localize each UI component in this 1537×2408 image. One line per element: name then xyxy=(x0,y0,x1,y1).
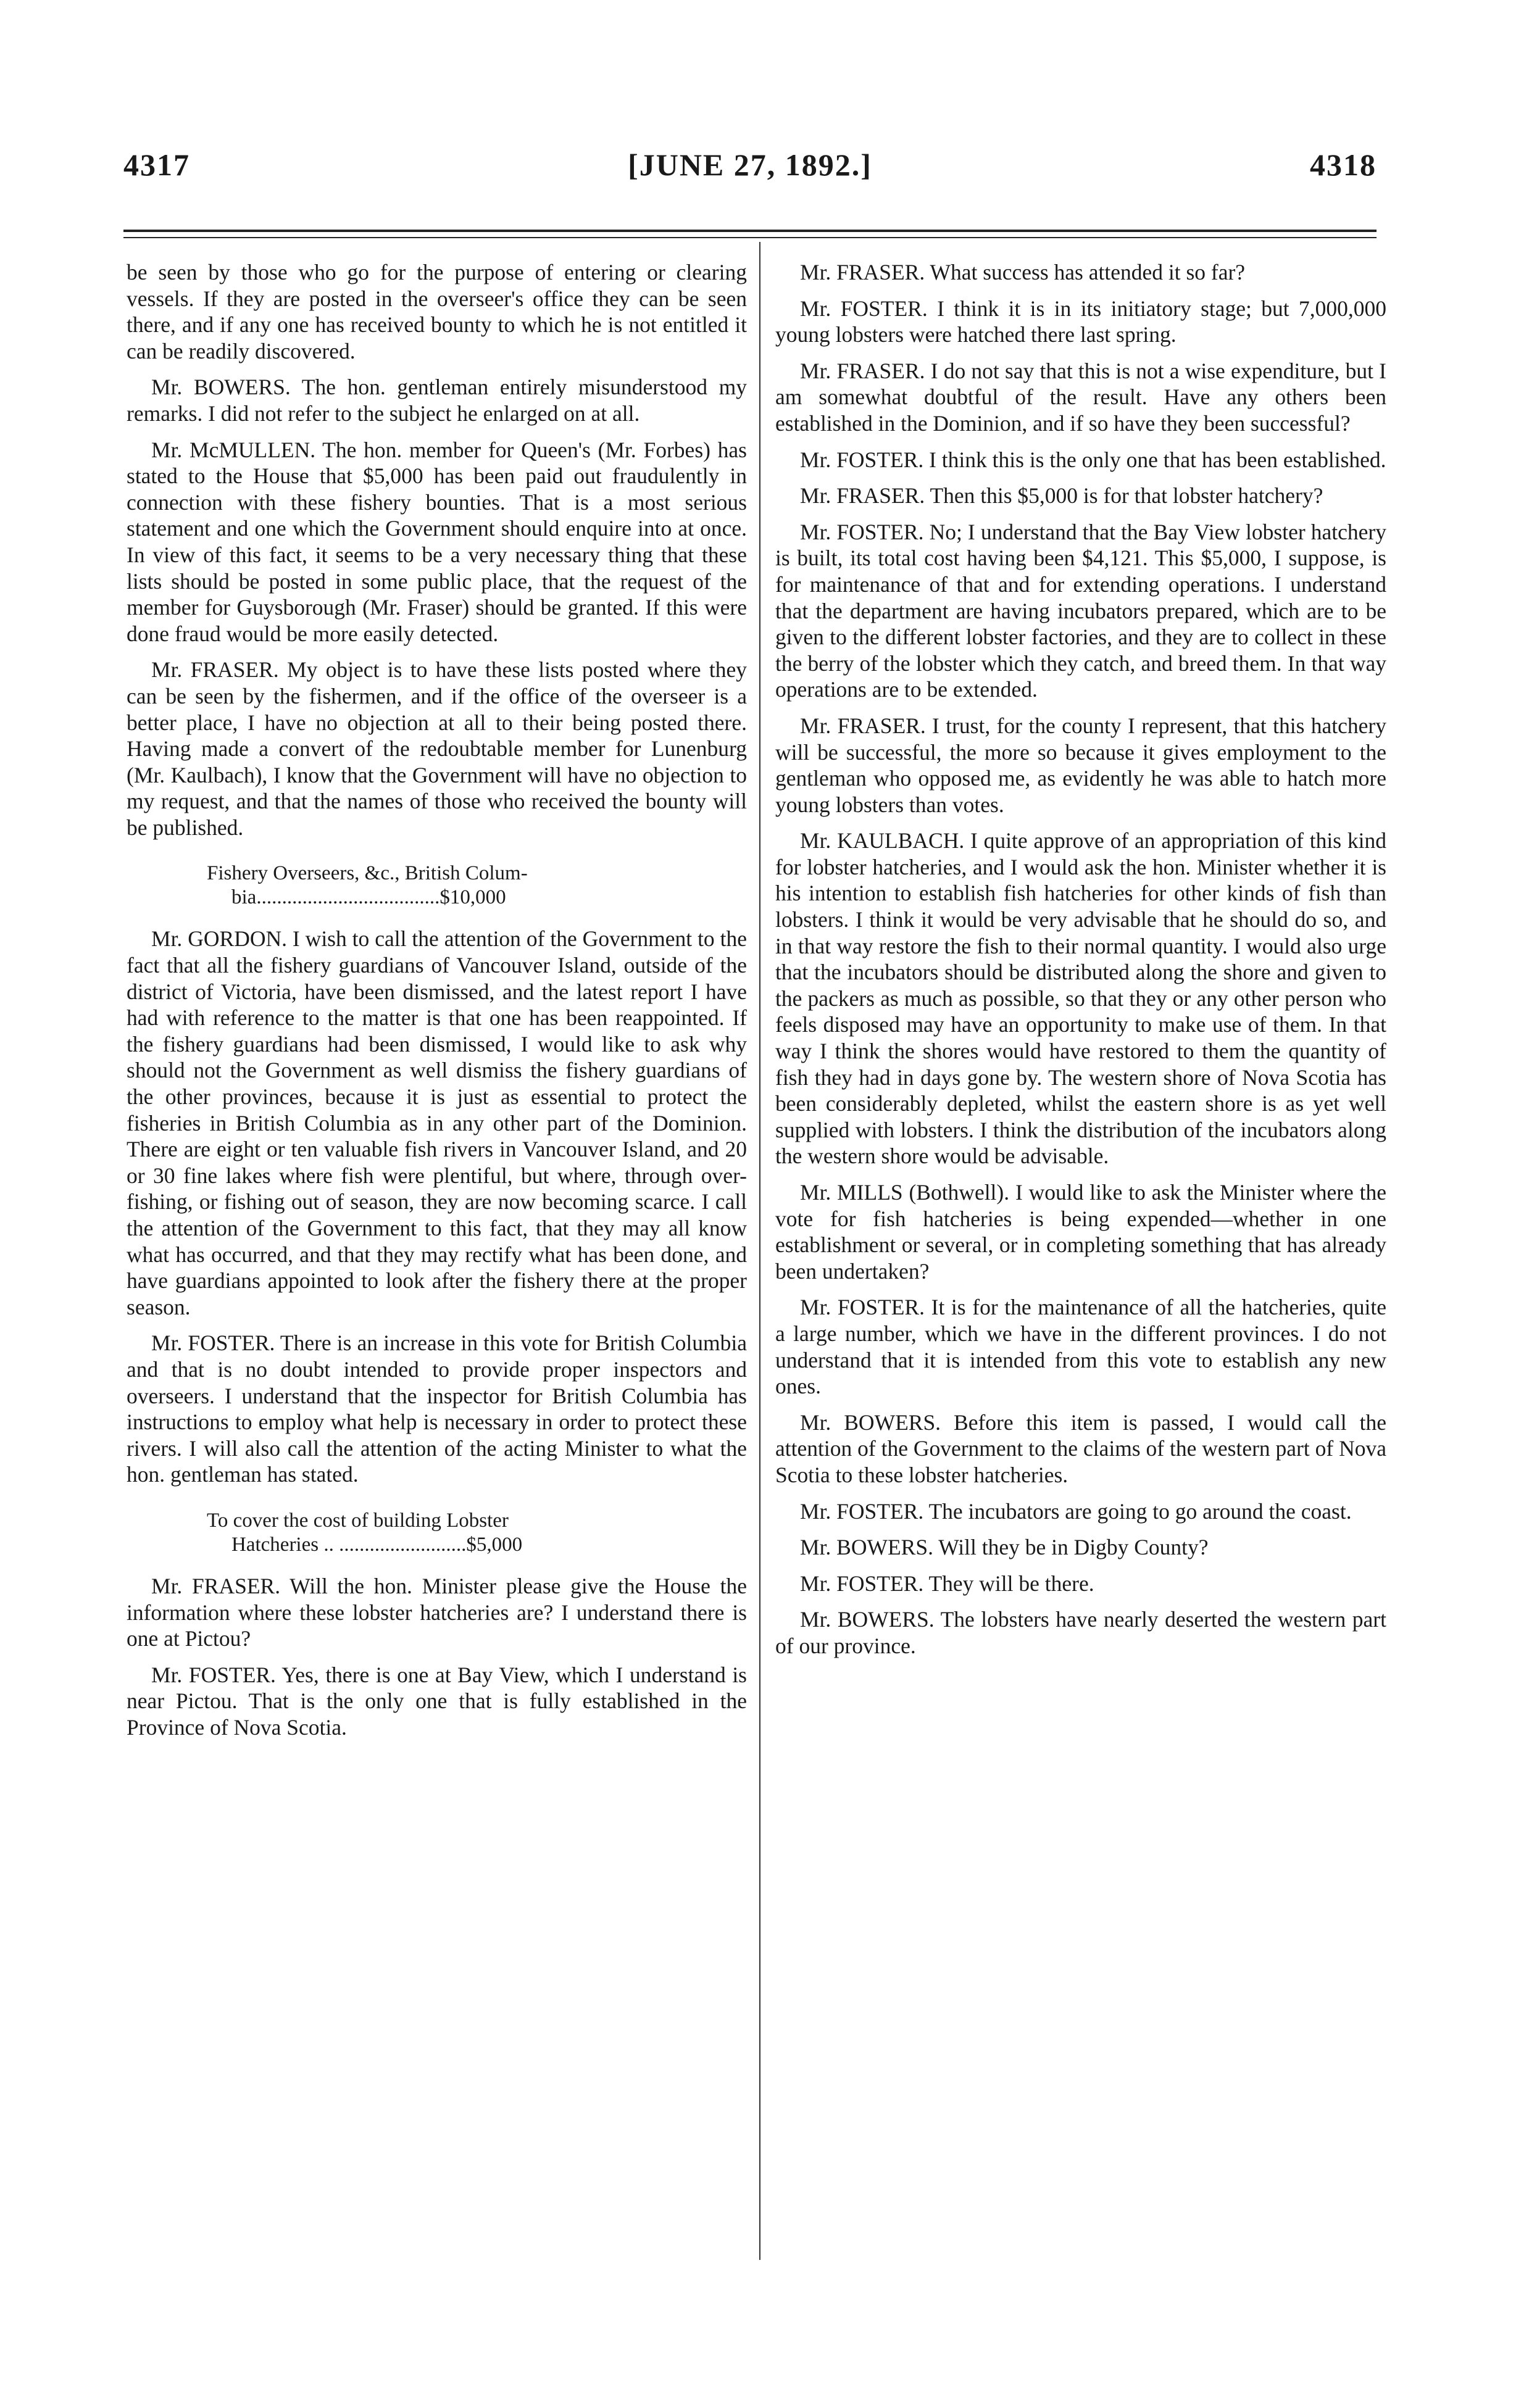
budget-item xyxy=(127,1509,747,1557)
paragraph: Mr. FOSTER. The incubators are going to go around the coast. xyxy=(800,1498,1352,1524)
paragraph: Mr. BOWERS. The hon. gentleman entirely misunderstood my remarks. I did not refer to the subject he enlarged on at all. xyxy=(127,375,747,426)
paragraph: Mr. FRASER. I trust, for the county I represent, that this hatchery will be successful, the more so because it gives employment to the gentleman who opposed me, as evidently he was able to hatch more young lobsters than votes. xyxy=(775,713,1386,817)
paragraph: Mr. FOSTER. No; I understand that the Bay View lobster hatchery is built, its total cost having been $4,121. This $5,000, I suppose, is for maintenance of that and for extending operations. I understand that the department are having incubators prepared, which are to be given to the different lobster factories, and they are to collect in these the berry of the lobster which they catch, and breed them. In that way operations are to be extended. xyxy=(775,519,1386,702)
paragraph: Mr. FRASER. Will the hon. Minister please give the House the information where these lobster hatcheries are? I understand there is one at Pictou? xyxy=(127,1573,747,1651)
paragraph: Mr. GORDON. I wish to call the attention of the Government to the fact that all the fishery guardians of Vancouver Island, outside of the district of Victoria, have been dismissed, and the latest report I have had with reference to the matter is that one has been reappointed. If the fishery guardians had been dismissed, I would like to ask why should not the Government as well dismiss the fishery guardians of the other provinces, because it is just as essential to protect the fisheries in British Columbia as in any other part of the Dominion. There are eight or ten valuable fish rivers in Vancouver Island, and 20 or 30 fine lakes where fish were plentiful, but where, through over-fishing, or fishing out of season, they are now becoming scarce. I call the attention of the Government to this fact, that they may all know what has occurred, and that they may rectify what has been done, and have guardians appointed to look after the fishery there at the proper season. xyxy=(127,926,747,1319)
header-rule-thick xyxy=(123,230,1377,232)
budget-item-line: bia....................................$10,000 xyxy=(231,886,506,909)
paragraph: Mr. FOSTER. It is for the maintenance of all the hatcheries, quite a large number, which we have in the different provinces. I do not understand that it is intended from this vote to establish any new ones. xyxy=(775,1295,1386,1399)
header-rule-thin xyxy=(123,237,1377,238)
page-header xyxy=(123,147,1377,190)
paragraph: Mr. FRASER. What success has attended it so far? xyxy=(800,260,1246,284)
paragraph: Mr. McMULLEN. The hon. member for Queen's (Mr. Forbes) has stated to the House that $5,000 has been paid out fraudulently in connection with these fishery bounties. That is a most serious statement and one which the Government should enquire into at once. In view of this fact, it seems to be a very necessary thing that these lists should be posted in some public place, that the request of the member for Guysborough (Mr. Fraser) should be granted. If this were done fraud would be more easily detected. xyxy=(127,437,747,646)
paragraph: Mr. FOSTER. They will be there. xyxy=(800,1571,1094,1596)
budget-item-line: To cover the cost of building Lobster xyxy=(207,1509,509,1532)
left-column xyxy=(127,259,747,1751)
page-number-left: 4317 xyxy=(123,147,190,182)
paragraph: Mr. FRASER. Then this $5,000 is for that lobster hatchery? xyxy=(800,483,1323,509)
budget-item-line: Hatcheries .. .........................$5,000 xyxy=(231,1533,523,1556)
paragraph: Mr. FRASER. I do not say that this is not a wise expenditure, but I am somewhat doubtful of the result. Have any others been established in the Dominion, and if so have they been successful? xyxy=(775,358,1386,436)
paragraph: Mr. MILLS (Bothwell). I would like to ask the Minister where the vote for fish hatcheries is being expended—whether in one establishment or several, or in completing something that has already been undertaken? xyxy=(775,1180,1386,1284)
paragraph: Mr. FRASER. My object is to have these lists posted where they can be seen by the fishermen, and if the office of the overseer is a better place, I have no objection at all to their being posted there. Having made a convert of the redoubtable member for Lunenburg (Mr. Kaulbach), I know that the Government will have no objection to my request, and that the names of those who received the bounty will be published. xyxy=(127,657,747,840)
budget-item-line: Fishery Overseers, &c., British Colum- xyxy=(207,862,528,885)
paragraph: Mr. BOWERS. The lobsters have nearly deserted the western part of our province. xyxy=(775,1607,1386,1658)
column-divider xyxy=(759,242,760,2260)
paragraph: Mr. FOSTER. There is an increase in this vote for British Columbia and that is no doubt intended to provide proper inspectors and overseers. I understand that the inspector for British Columbia has instructions to employ what help is necessary in order to protect these rivers. I will also call the attention of the acting Minister to what the hon. gentleman has stated. xyxy=(127,1331,747,1487)
header-date: [JUNE 27, 1892.] xyxy=(628,147,872,182)
right-column xyxy=(775,259,1386,1669)
paragraph: Mr. BOWERS. Will they be in Digby County? xyxy=(800,1535,1209,1560)
paragraph: be seen by those who go for the purpose of entering or clearing vessels. If they are posted in the overseer's office they can be seen there, and if any one has received bounty to which he is not entitled it can be readily discovered. xyxy=(127,260,747,363)
paragraph: Mr. KAULBACH. I quite approve of an appropriation of this kind for lobster hatcheries, and I would ask the hon. Minister whether it is his intention to establish fish hatcheries for other kinds of fish than lobsters. I think it would be very advisable that he should do so, and in that way restore the fish to their normal quantity. I would also urge that the incubators should be distributed along the shore and given to the packers as much as possible, so that they or any other person who feels disposed may have an opportunity to make use of them. In that way I think the shores would have restored to them the quantity of fish they had in days gone by. The western shore of Nova Scotia has been considerably depleted, whilst the eastern shore is as yet well supplied with lobsters. I think the distribution of the incubators along the western shore would be advisable. xyxy=(775,828,1386,1169)
paragraph: Mr. FOSTER. I think this is the only one that has been established. xyxy=(800,447,1386,472)
paragraph: Mr. FOSTER. Yes, there is one at Bay View, which I understand is near Pictou. That is the only one that is fully established in the Province of Nova Scotia. xyxy=(127,1662,747,1740)
paragraph: Mr. FOSTER. I think it is in its initiatory stage; but 7,000,000 young lobsters were hatched there last spring. xyxy=(775,296,1386,347)
page-number-right: 4318 xyxy=(1310,147,1377,182)
budget-item xyxy=(127,861,747,910)
paragraph: Mr. BOWERS. Before this item is passed, I would call the attention of the Government to the claims of the western part of Nova Scotia to these lobster hatcheries. xyxy=(775,1410,1386,1487)
